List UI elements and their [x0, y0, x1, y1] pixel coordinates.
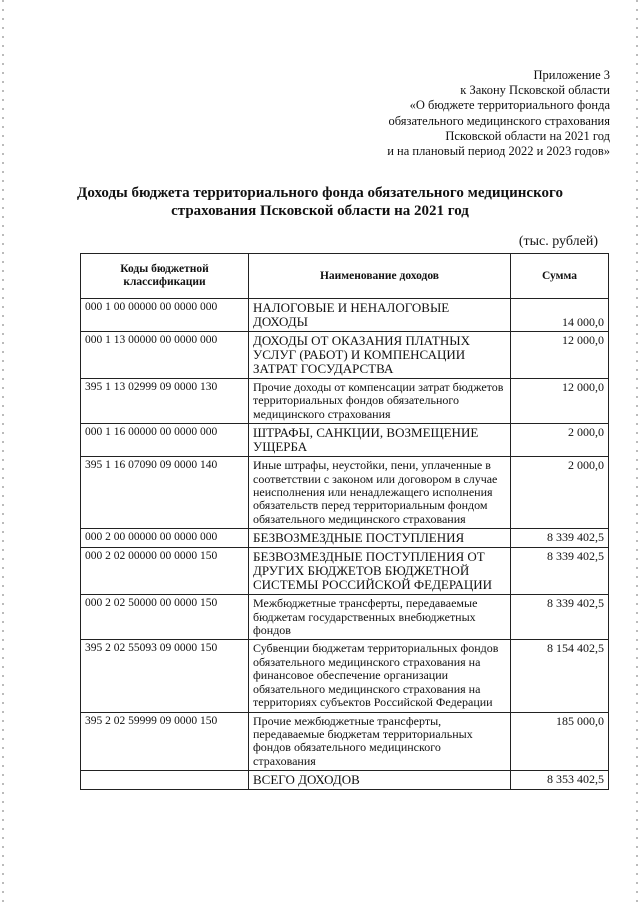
document-title: [60, 184, 580, 220]
table-header-row: [81, 254, 609, 299]
row-code: 395 1 16 07090 09 0000 140: [81, 457, 249, 529]
row-sum: 12 000,0: [511, 379, 609, 424]
table-row: [81, 424, 609, 457]
row-sum: 12 000,0: [511, 332, 609, 379]
row-code: 000 1 13 00000 00 0000 000: [81, 332, 249, 379]
row-code: 000 1 16 00000 00 0000 000: [81, 424, 249, 457]
row-name: БЕЗВОЗМЕЗДНЫЕ ПОСТУПЛЕНИЯ ОТ ДРУГИХ БЮДЖЕТОВ БЮДЖЕТНОЙ СИСТЕМЫ РОССИЙСКОЙ ФЕДЕРАЦИИ: [249, 548, 511, 595]
appendix-line: Псковской области на 2021 год: [445, 128, 610, 143]
title-line-2: страхования Псковской области на 2021 год: [171, 203, 469, 219]
row-code: 395 1 13 02999 09 0000 130: [81, 379, 249, 424]
scan-edge-right: [636, 0, 638, 905]
row-sum: 8 154 402,5: [511, 640, 609, 712]
row-name: ШТРАФЫ, САНКЦИИ, ВОЗМЕЩЕНИЕ УЩЕРБА: [249, 424, 511, 457]
appendix-header: [387, 68, 610, 159]
table-total-row: [81, 771, 609, 790]
unit-label: (тыс. рублей): [518, 234, 598, 249]
table-row: [81, 332, 609, 379]
row-code: 000 2 02 00000 00 0000 150: [81, 548, 249, 595]
row-name: Прочие доходы от компенсации затрат бюджетов территориальных фондов обязательного медицинского страхования: [249, 379, 511, 424]
row-sum: 8 339 402,5: [511, 548, 609, 595]
row-name: Прочие межбюджетные трансферты, передаваемые бюджетам территориальных фондов обязательного медицинского страхования: [249, 712, 511, 771]
total-sum: 8 353 402,5: [511, 771, 609, 790]
appendix-line: Приложение 3: [533, 68, 610, 82]
appendix-line: обязательного медицинского страхования: [388, 113, 610, 128]
table-row: [81, 457, 609, 529]
total-code: [81, 771, 249, 790]
header-name: Наименование доходов: [249, 254, 511, 299]
row-sum: 8 339 402,5: [511, 529, 609, 548]
row-sum: 185 000,0: [511, 712, 609, 771]
row-code: 395 2 02 55093 09 0000 150: [81, 640, 249, 712]
row-name: Иные штрафы, неустойки, пени, уплаченные в соответствии с законом или договором в случае неисполнения или ненадлежащего исполнения обязательств перед территориальным фондом обязательного медицинского страхования: [249, 457, 511, 529]
appendix-line: «О бюджете территориального фонда: [409, 98, 610, 113]
row-sum: 14 000,0: [511, 299, 609, 332]
table-row: [81, 529, 609, 548]
table-row: [81, 548, 609, 595]
appendix-line: и на плановый период 2022 и 2023 годов»: [387, 144, 610, 159]
row-name: Межбюджетные трансферты, передаваемые бюджетам государственных внебюджетных фондов: [249, 595, 511, 640]
header-code: Коды бюджетной классификации: [81, 254, 249, 299]
total-name: ВСЕГО ДОХОДОВ: [249, 771, 511, 790]
header-sum: Сумма: [511, 254, 609, 299]
row-code: 000 2 02 50000 00 0000 150: [81, 595, 249, 640]
scan-edge-left: [2, 0, 4, 905]
row-name: НАЛОГОВЫЕ И НЕНАЛОГОВЫЕ ДОХОДЫ: [249, 299, 511, 332]
appendix-line: к Закону Псковской области: [460, 83, 610, 98]
row-sum: 2 000,0: [511, 424, 609, 457]
row-code: 395 2 02 59999 09 0000 150: [81, 712, 249, 771]
row-name: Субвенции бюджетам территориальных фондов обязательного медицинского страхования на финансовое обеспечение организации обязательного медицинского страхования на территориях субъектов Российской Федерации: [249, 640, 511, 712]
table-row: [81, 640, 609, 712]
table-row: [81, 299, 609, 332]
row-code: 000 2 00 00000 00 0000 000: [81, 529, 249, 548]
title-line-1: Доходы бюджета территориального фонда обязательного медицинского: [77, 185, 563, 201]
row-name: БЕЗВОЗМЕЗДНЫЕ ПОСТУПЛЕНИЯ: [249, 529, 511, 548]
table-row: [81, 712, 609, 771]
row-name: ДОХОДЫ ОТ ОКАЗАНИЯ ПЛАТНЫХ УСЛУГ (РАБОТ) И КОМПЕНСАЦИИ ЗАТРАТ ГОСУДАРСТВА: [249, 332, 511, 379]
income-table: [80, 253, 609, 790]
table-row: [81, 595, 609, 640]
row-sum: 2 000,0: [511, 457, 609, 529]
row-sum: 8 339 402,5: [511, 595, 609, 640]
table-row: [81, 379, 609, 424]
row-code: 000 1 00 00000 00 0000 000: [81, 299, 249, 332]
